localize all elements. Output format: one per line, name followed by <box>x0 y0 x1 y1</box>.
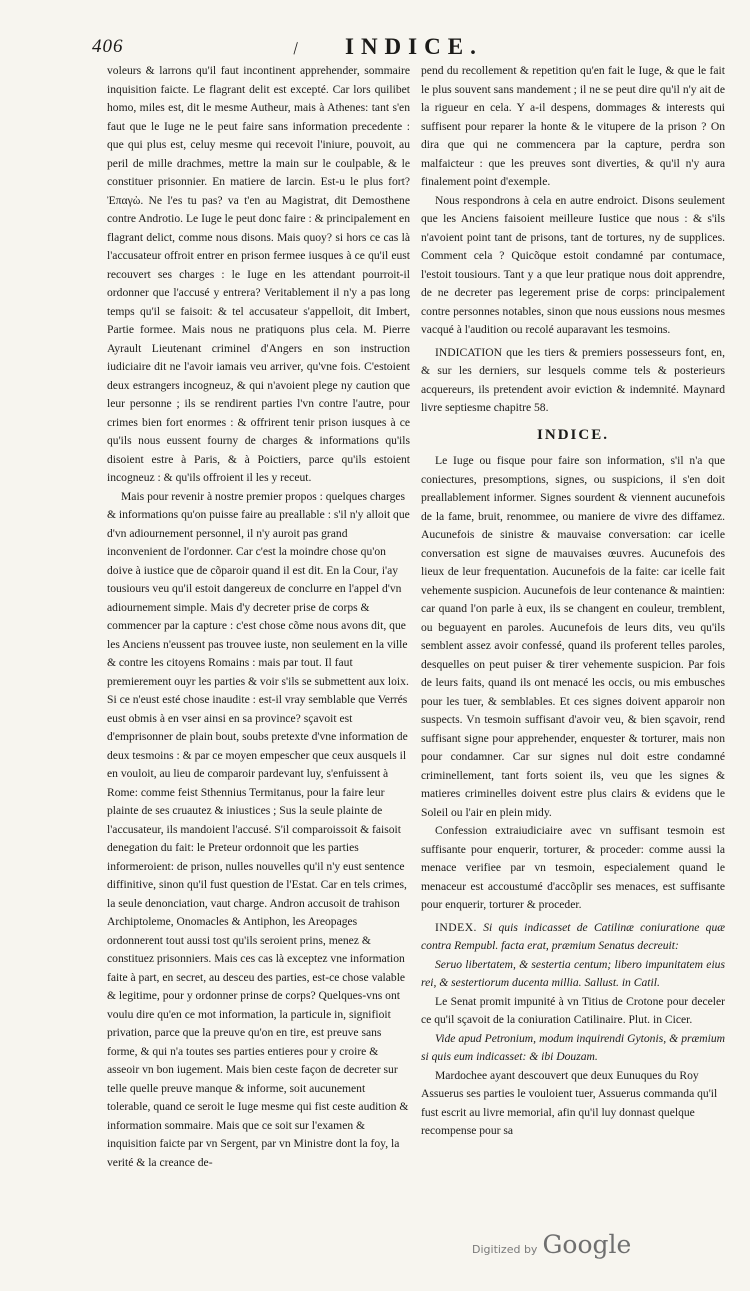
left-paragraph: voleurs & larrons qu'il faut incontinent apprehender, sommaire inquisition faicte. Le flagrant delit est excepté. Car lors quilibet homo, miles est, dit le mesme Autheur, mais à Athenes: tant s'en faut que le Iuge ne le peut faire sans information precedente : que qui plus est, celuy mesme qui recevoit l'iniure, pouvoit, au peril de mille drachmes, mettre la main sur le coulpable, & le constituer prisonnier. En matiere de larcin. Est-u le plus fort? Ἐπαγὼ. Ne l'es tu pas? va t'en au Magistrat, dit Demosthene contre Androtio. Le Iuge le peut donc faire : & principalement en flagrant delict, comme nous disons. Mais quoy? si hors ce cas là l'accusateur offroit entrer en prison fermee iusques à ce qu'il eust recouvert ses charges : le Iuge en les attendant pourroit-il ordonner que l'accusé y entrera? Veritablement il n'y a pas long temps qu'il se faisoit: & tel accusateur s'appelloit, dit Imbert, Partie formee. Mais nous ne pratiquons plus cela. M. Pierre Ayrault Lieutenant criminel d'Angers en son instruction iudiciaire dit ne l'avoir iamais veu arriver, qu'vne fois. C'estoient deux estrangers incogneuz, & qui n'avoient plege ny caution que leur personne ; ils se rendirent parties l'vn contre l'autre, pour crimes bien fort enormes : & offrirent tenir prison iusques à ce qu'ils nous eussent fourny de charges & informations qu'ils disoient estre à Paris, & à Poictiers, parce qu'ils estoient incogneuz : & qu'ils offroient il les y receut. <box>107 64 410 484</box>
senate-paragraph: Le Senat promit impunité à vn Titius de Crotone pour deceler ce qu'il sçavoit de la coniuration Catilinaire. Plut. in Cicer. <box>421 994 725 1026</box>
right-paragraph: Nous respondrons à cela en autre endroict. Disons seulement que les Anciens faisoient meilleure Iustice que nous : & s'ils n'avoient point tant de prisons, tant de tortures, ny de supplices. Comment cela ? Quicõque estoit condamné par contumace, l'estoit tousiours. Tant y a que leur pratique nous doit apprendre, de ne decreter pas legerement prise de corps: principalement contre personnes notables, sinon que nous eussions nous mesmes vacqué à l'audition ou recolé auparavant les tesmoins. <box>421 193 725 336</box>
right-paragraph: pend du recollement & repetition qu'en fait le Iuge, & que le fait le plus souvent sans mandement ; il ne se peut dire qu'il n'y ait de la rigueur en cela. Y a-il despens, dommages & interests qui suffisent pour reparer la honte & le vitupere de la prison ? On dira que qui ne commencera par la capture, perdra son malfaicteur : que les preuves sont diverties, & qu'il n'y aura finalement point d'exemple. <box>421 64 725 188</box>
vide-reference <box>421 1030 725 1067</box>
mardochee-paragraph: Mardochee ayant descouvert que deux Eunuques du Roy Assuerus ses parties le vouloient tuer, Assuerus commanda qu'il fust escrit au livre memorial, afin qu'il luy donnast quelque recompense pour sa <box>421 1068 718 1137</box>
printer-mark: \ <box>288 38 304 58</box>
page-number: 406 <box>92 36 124 57</box>
digitization-footer <box>472 1230 631 1259</box>
google-logo: Google <box>542 1230 632 1259</box>
section-paragraph: Confession extraiudiciaire avec vn suffisant tesmoin est suffisante pour enquerir, torturer, & proceder: comme aussi la menace verifiee par vn tesmoin, especialement quand le menaceur est accoustumé d'accõplir ses menaces, est suffisante pour enquerir, torturer & proceder. <box>421 824 725 911</box>
latin-quote <box>421 956 725 993</box>
left-paragraph: Mais pour revenir à nostre premier propos : quelques charges & informations qu'on puisse faire au preallable : s'il n'y alloit que d'vn adiournement personnel, il n'y auroit pas grand inconvenient de l'ordonner. Car c'est la moindre chose qu'on doive à iustice que de cõparoir quand il est dit. En la Cour, i'ay tousiours veu qu'il estoit dangereux de conclurre en l'appel d'vn adiournement simple. Mais d'y decreter prise de corps & commencer par la capture : c'est chose cõme nous avons dit, que les Anciens n'eussent pas trouvee iuste, non seulement en la ville & contre les citoyens Romains : mais par tout. Il faut premierement ouyr les parties & voir s'ils se submettent aux loix. Si ce n'eust esté chose inaudite : est-il vray semblable que Verrés eust obmis à en vser ainsi en sa province? sçavoit est d'emprisonner de plain bout, soubs pretexte d'vne information de deux tesmoins : & par ce moyen empescher que ceux ausquels il en vouloit, au lieu de comparoir pardevant luy, s'enfuissent à Rome: comme feist Sthennius Termitanus, pour la faire leur plainte de ses cruautez & iniustices ; Sus la seule plainte de l'accusateur, ils mandoient l'accusé. S'il comparoissoit & faisoit denegation du fait: le Preteur ordonnoit que les parties informeroient: de prison, nulles nouvelles qu'il n'y eust sentence diffinitive, sinon qu'il fust question de l'Estat. Car en tels crimes, la seule denonciation, vaut charge. Andron accusoit de trahison Archiptoleme, Onomacles & Antiphon, les Areopages ordonnerent tout aussi tost qu'ils seroient prins, menez & constituez prisonniers. Mais ces cas là exceptez vne information faite à part, en secret, au desceu des parties, est-ce chose valable & legitime, pour y ordonner prinse de corps? Quelques-vns ont voulu dire qu'en ce mot information, la particule in, signifioit privation, parce que la preuve qu'on en tire, est preuve sans forme, & qui n'a toutes ses parties entieres pour y croire & asseoir vn bon iugement. Mais bien ceste façon de decreter sur telle quelle preuve manque & informe, soit aucunement tolerable, quand ce seroit le Iuge mesme qui fist ceste audition & information sommaire. Mais que ce soit sur l'examen & inquisition faicte par vn Sergent, par vn Ministre dont la foy, la verité & la creance de- <box>107 489 410 1169</box>
index-entry <box>421 919 725 956</box>
section-paragraph: Le Iuge ou fisque pour faire son information, s'il n'a que coniectures, presomptions, signes, ou suspicions, il s'en doit preallablement informer. Signes sourdent & viennent aucunefois de la fame, bruit, renommee, ou maniere de vivre des diffamez. Aucunefois de sinistre & mauvaise conversation: car icelle conversation est signe de mauvaises œuvres. Aucunefois des lieux de leur frequentation. Aucunefois de la faite: car icelle fait vehemente suspicion. Aucunefois de leur contenance & maintien: car quand l'on parle à eux, ils se changent en couleur, tremblent, ou beguayent en paroles. Aucunefois de leurs dits, veu qu'ils semblent assez avoir confessé, quand ils proferent telles paroles, desquelles on peut puiser & tirer vehemente suspicion. Par fois de leurs faits, quand ils ont menacé les occis, ou mis embusches pour les tuer, & semblables. Et ces signes doivent apparoir non suspects. Vn tesmoin suffisant d'avoir veu, & bien sçavoir, rend suffisant signe pour apprehender, enquester & torturer, mais non pour condamner. Car sur signes nul doit estre condamné criminellement, tant forts soient ils, veu que les signes & matieres criminelles doivent estre plus clairs & evidens que le Soleil ou l'air en plein midy. <box>421 454 725 819</box>
latin-quote-text: Seruo libertatem, & sestertia centum; libero impunitatem eius rei, & sestertiorum ducenta millia. Sallust. in Catil. <box>421 957 725 989</box>
digitized-by-label: Digitized by <box>472 1243 538 1256</box>
section-heading: INDICE. <box>537 426 609 443</box>
index-latin-text: Si quis indicasset de Catilinæ coniuratione quæ contra Rempubl. facta erat, præmium Senatus decreuit: <box>421 920 725 952</box>
index-label: INDEX. <box>435 920 477 934</box>
running-title: INDICE. <box>345 34 483 59</box>
left-column <box>107 62 410 1172</box>
right-column <box>421 62 725 1141</box>
indication-entry: INDICATION que les tiers & premiers possesseurs font, en, & sur les derniers, sur lesquels comme tels & posterieurs acquereurs, ils pretendent avoir eviction & indemnité. Maynard livre septiesme chapitre 58. <box>421 345 725 414</box>
vide-reference-text: Vide apud Petronium, modum inquirendi Gytonis, & præmium si quis eum indicasset: & ibi Douzam. <box>421 1031 725 1063</box>
